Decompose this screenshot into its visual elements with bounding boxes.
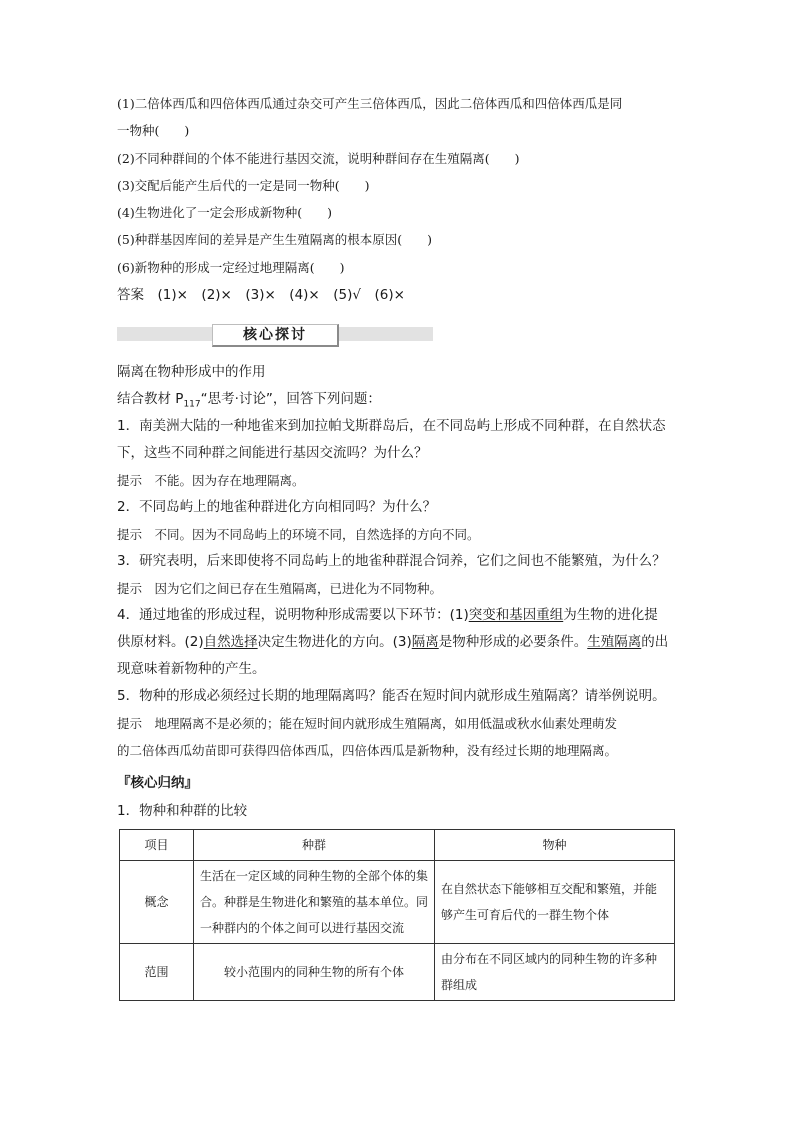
summary-item: 1．物种和种群的比较 (117, 803, 248, 819)
item-4-underline-selection: 自然选择 (203, 634, 258, 650)
section-title: 核心探讨 (212, 324, 339, 347)
table-header: 项目 (120, 830, 194, 861)
question-6: (6)新物种的形成一定经过地理隔离( ) (117, 260, 345, 275)
item-2: 2．不同岛屿上的地雀种群进化方向相同吗？为什么？ (117, 499, 437, 515)
item-4-text-d: 决定生物进化的方向。(3) (257, 634, 412, 650)
item-4-underline-reproductive: 生殖隔离 (587, 634, 642, 650)
item-1-hint: 提示 不能。因为存在地理隔离。 (117, 473, 305, 488)
question-1-line-1: (1)二倍体西瓜和四倍体西瓜通过杂交可产生三倍体西瓜，因此二倍体西瓜和四倍体西瓜是同 (117, 96, 623, 111)
question-2: (2)不同种群间的个体不能进行基因交流，说明种群间存在生殖隔离( ) (117, 151, 520, 166)
summary-label: 『核心归纳』 (117, 775, 198, 791)
table-cell: 在自然状态下能够相互交配和繁殖，并能够产生可育后代的一群生物个体 (435, 861, 675, 944)
item-5-hint-line-2: 的二倍体西瓜幼苗即可获得四倍体西瓜，四倍体西瓜是新物种，没有经过长期的地理隔离。 (117, 743, 618, 758)
table-header: 种群 (194, 830, 435, 861)
item-4-text-b: 为生物的进化提 (563, 607, 658, 623)
answer-line: 答案 (1)× (2)× (3)× (4)× (5)√ (6)× (117, 287, 405, 303)
intro-page-number: 117 (183, 399, 201, 410)
table-row (120, 944, 675, 1001)
table-cell-label: 范围 (120, 944, 194, 1001)
item-3-hint: 提示 因为它们之间已存在生殖隔离，已进化为不同物种。 (117, 581, 443, 596)
item-4-text-f: 的出 (641, 634, 669, 650)
item-1-line-2: 下，这些不同种群之间能进行基因交流吗？为什么？ (117, 445, 428, 461)
item-1-line-1: 1．南美洲大陆的一种地雀来到加拉帕戈斯群岛后，在不同岛屿上形成不同种群，在自然状态 (117, 418, 666, 434)
comparison-table (119, 829, 675, 1001)
table-cell: 生活在一定区域的同种生物的全部个体的集合。种群是生物进化和繁殖的基本单位。同一种群内的个体之间可以进行基因交流 (194, 861, 435, 944)
table-cell: 由分布在不同区域内的同种生物的许多种群组成 (435, 944, 675, 1001)
item-2-hint: 提示 不同。因为不同岛屿上的环境不同，自然选择的方向不同。 (117, 527, 480, 542)
item-5: 5．物种的形成必须经过长期的地理隔离吗？能否在短时间内就形成生殖隔离？请举例说明。 (117, 688, 666, 704)
item-5-hint-line-1: 提示 地理隔离不是必须的；能在短时间内就形成生殖隔离，如用低温或秋水仙素处理萌发 (117, 716, 618, 731)
table-header: 物种 (435, 830, 675, 861)
table-cell-label: 概念 (120, 861, 194, 944)
table-header-row (120, 830, 675, 861)
table-row (120, 861, 675, 944)
item-4-text-a: 4．通过地雀的形成过程，说明物种形成需要以下环节：(1) (117, 607, 469, 623)
item-4-line-3: 现意味着新物种的产生。 (117, 661, 266, 677)
item-4-line-1 (117, 605, 658, 625)
question-3: (3)交配后能产生后代的一定是同一物种( ) (117, 178, 370, 193)
table-cell: 较小范围内的同种生物的所有个体 (194, 944, 435, 1001)
item-4-text-c: 供原材料。(2) (117, 634, 204, 650)
item-4-line-2 (117, 632, 668, 652)
intro-prefix: 结合教材 P (117, 391, 184, 407)
question-4: (4)生物进化了一定会形成新物种( ) (117, 205, 332, 220)
intro-suffix: “思考·讨论”，回答下列问题： (200, 391, 381, 407)
item-4-underline-isolation: 隔离 (411, 634, 439, 650)
item-4-text-e: 是物种形成的必要条件。 (438, 634, 588, 650)
intro-line (117, 389, 381, 415)
item-3: 3．研究表明，后来即使将不同岛屿上的地雀种群混合饲养，它们之间也不能繁殖，为什么？ (117, 553, 666, 569)
question-5: (5)种群基因库间的差异是产生生殖隔离的根本原因( ) (117, 232, 432, 247)
question-1-line-2: 一物种( ) (117, 123, 190, 138)
topic-heading: 隔离在物种形成中的作用 (117, 364, 266, 380)
item-4-underline-mutation: 突变和基因重组 (468, 607, 564, 623)
